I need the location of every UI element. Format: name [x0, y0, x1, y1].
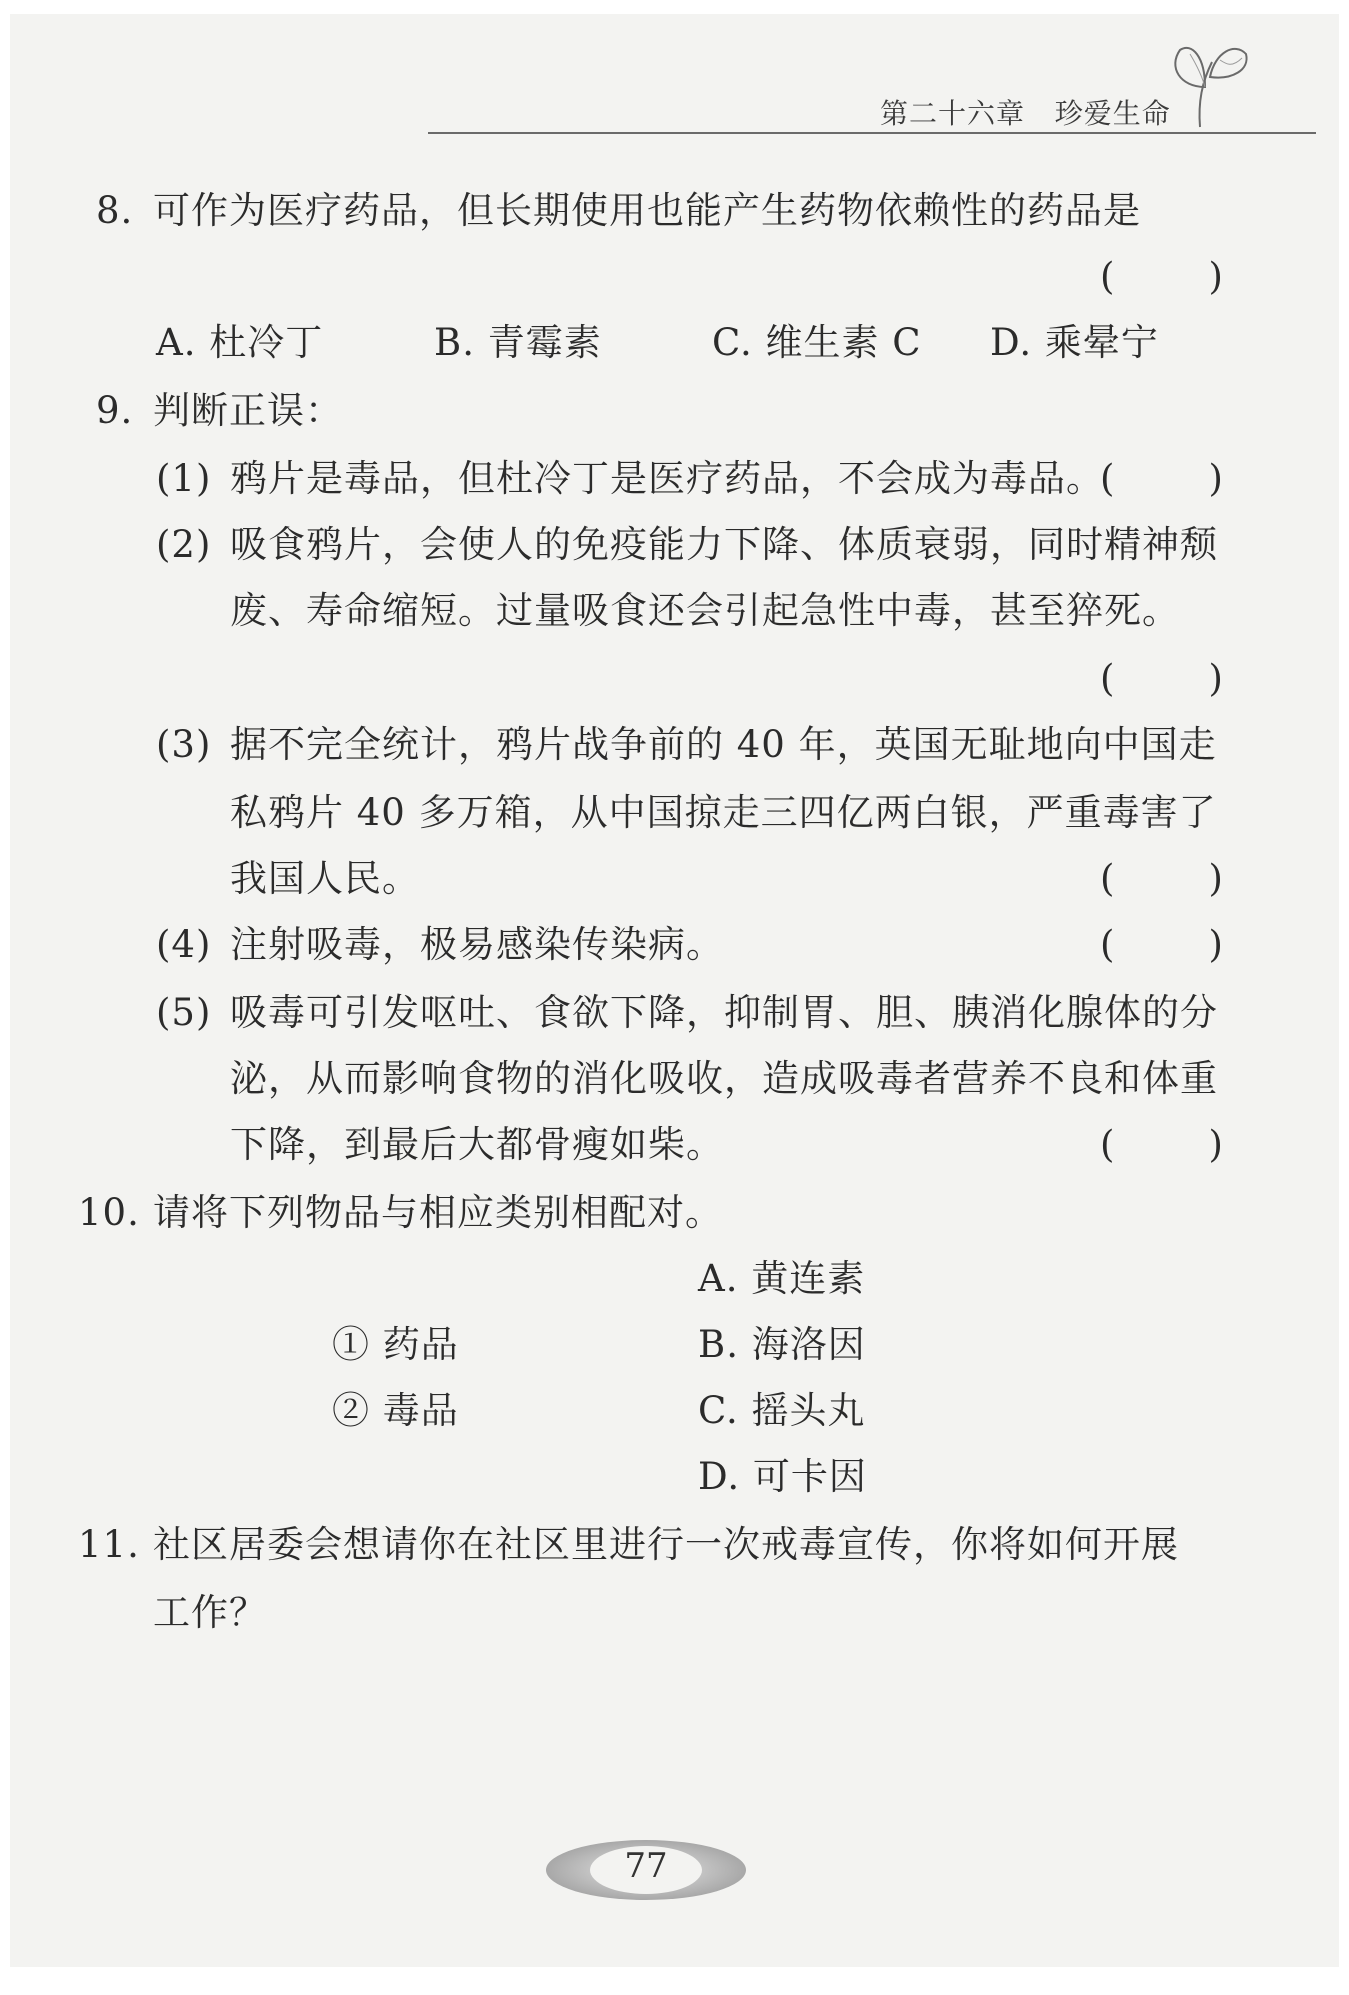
- q8-option-c[interactable]: C. 维生素 C: [712, 321, 922, 364]
- page-number: 77: [624, 1846, 668, 1886]
- page-number-badge: [542, 1834, 750, 1906]
- q9-item-5-line-1: 吸毒可引发呕吐、食欲下降，抑制胃、胆、胰消化腺体的分: [230, 991, 1218, 1034]
- q10-item-b[interactable]: B. 海洛因: [698, 1323, 866, 1366]
- q9-item-1-text: 鸦片是毒品，但杜冷丁是医疗药品，不会成为毒品。: [230, 457, 1104, 500]
- q9-item-4-answer-blank[interactable]: ( ): [1100, 923, 1223, 966]
- q8-option-b[interactable]: B. 青霉素: [434, 321, 602, 364]
- q10-item-c[interactable]: C. 摇头丸: [698, 1389, 866, 1432]
- q9-item-3-number: (3): [156, 723, 212, 766]
- q8-option-d[interactable]: D. 乘晕宁: [990, 321, 1159, 364]
- q9-number: 9.: [96, 389, 134, 432]
- q9-item-5-answer-blank[interactable]: ( ): [1100, 1123, 1223, 1166]
- q9-item-4-number: (4): [156, 923, 212, 966]
- q9-item-3-line-3: 我国人民。: [230, 857, 420, 900]
- q9-text: 判断正误：: [153, 389, 343, 432]
- chapter-header: [880, 92, 1171, 132]
- q8-text: 可作为医疗药品，但长期使用也能产生药物依赖性的药品是: [153, 189, 1141, 232]
- q9-item-3-answer-blank[interactable]: ( ): [1100, 857, 1223, 900]
- q9-item-3-line-1: 据不完全统计，鸦片战争前的 40 年，英国无耻地向中国走: [230, 723, 1217, 766]
- q10-text: 请将下列物品与相应类别相配对。: [153, 1191, 723, 1234]
- chapter-title: 珍爱生命: [1054, 97, 1171, 130]
- q10-category-1[interactable]: ① 药品: [332, 1323, 459, 1366]
- q9-item-2-line-1: 吸食鸦片，会使人的免疫能力下降、体质衰弱，同时精神颓: [230, 523, 1218, 566]
- q9-item-2-answer-blank[interactable]: ( ): [1100, 657, 1223, 700]
- q11-number: 11.: [78, 1523, 140, 1566]
- q9-item-5-line-3: 下降，到最后大都骨瘦如柴。: [230, 1123, 724, 1166]
- q10-item-d[interactable]: D. 可卡因: [698, 1455, 867, 1498]
- q9-item-1-answer-blank[interactable]: ( ): [1100, 457, 1223, 500]
- chapter-number: 第二十六章: [880, 97, 1026, 130]
- q8-number: 8.: [96, 189, 134, 232]
- q9-item-2-line-2: 废、寿命缩短。过量吸食还会引起急性中毒，甚至猝死。: [230, 589, 1180, 632]
- leaf-decoration-icon: [1160, 32, 1250, 132]
- q9-item-2-number: (2): [156, 523, 212, 566]
- q9-item-5-number: (5): [156, 991, 212, 1034]
- q10-category-2[interactable]: ② 毒品: [332, 1389, 459, 1432]
- q10-item-a[interactable]: A. 黄连素: [698, 1257, 866, 1300]
- header-rule: [428, 132, 1316, 134]
- workbook-page: [10, 14, 1339, 1967]
- q10-number: 10.: [78, 1191, 140, 1234]
- q11-line-2: 工作？: [153, 1591, 267, 1634]
- q9-item-4-text: 注射吸毒，极易感染传染病。: [230, 923, 724, 966]
- q8-answer-blank[interactable]: ( ): [1100, 255, 1223, 298]
- q8-option-a[interactable]: A. 杜冷丁: [156, 321, 324, 364]
- q9-item-5-line-2: 泌，从而影响食物的消化吸收，造成吸毒者营养不良和体重: [230, 1057, 1218, 1100]
- q9-item-1-number: (1): [156, 457, 212, 500]
- q11-line-1: 社区居委会想请你在社区里进行一次戒毒宣传，你将如何开展: [153, 1523, 1179, 1566]
- q9-item-3-line-2: 私鸦片 40 多万箱，从中国掠走三四亿两白银，严重毒害了: [230, 791, 1217, 834]
